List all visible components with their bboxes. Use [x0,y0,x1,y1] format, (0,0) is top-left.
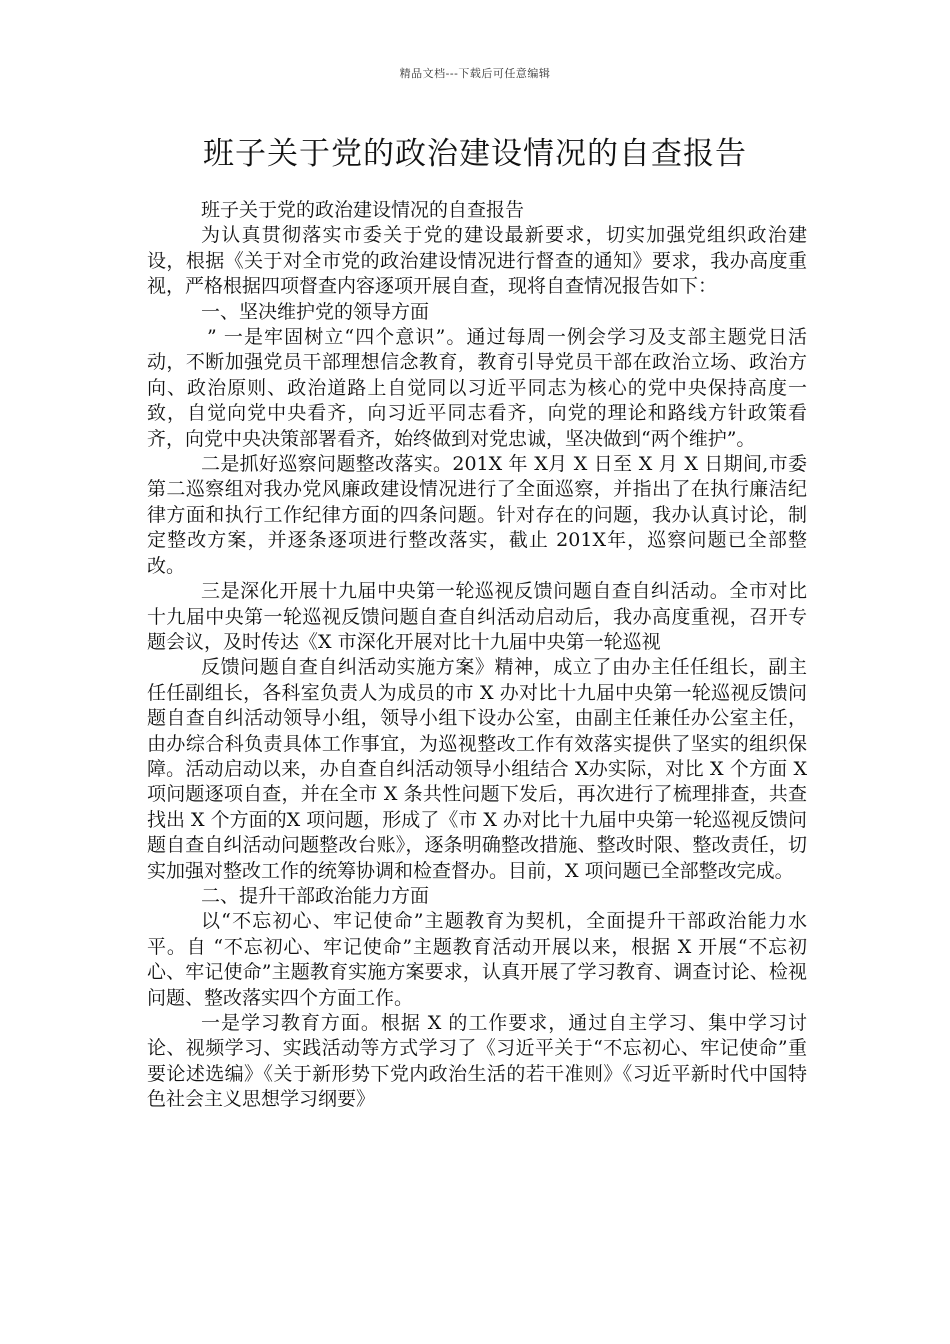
paragraph-item-2: 二是抓好巡察问题整改落实。201X 年 X月 X 日至 X 月 X 日期间,市委第二巡察组对我办党风廉政建设情况进行了全面巡察，并指出了在执行廉洁纪律方面和执行工作纪律方面的四条问题。针对存在的问题，我办认真讨论，制定整改方案，并逐条逐项进行整改落实，截止 201X年，巡察问题已全部整改。 [147,453,807,577]
page-header-note: 精品文档---下载后可任意编辑 [399,67,551,80]
section-heading-1: 一、坚决维护党的领导方面 [201,300,430,323]
paragraph-intro: 为认真贯彻落实市委关于党的建设最新要求，切实加强党组织政治建设，根据《关于对全市党的政治建设情况进行督查的通知》要求，我办高度重视，严格根据四项督查内容逐项开展自查，现将自查情况报告如下： [147,224,807,298]
paragraph-section-2-intro: 以“不忘初心、牢记使命”主题教育为契机，全面提升干部政治能力水平。自 “不忘初心、牢记使命”主题教育活动开展以来，根据 X 开展“不忘初心、牢记使命”主题教育实施方案要求，认真开展了学习教育、调查讨论、检视问题、整改落实四个方面工作。 [147,910,807,1009]
paragraph-item-3: 三是深化开展十九届中央第一轮巡视反馈问题自查自纠活动。全市对比十九届中央第一轮巡视反馈问题自查自纠活动启动后，我办高度重视，召开专题会议，及时传达《X 市深化开展对比十九届中央第一轮巡视 [147,580,807,653]
document-body [147,198,807,1113]
paragraph-item-3-continued: 反馈问题自查自纠活动实施方案》精神，成立了由办主任任组长，副主任任副组长，各科室负责人为成员的市 X 办对比十九届中央第一轮巡视反馈问题自查自纠活动领导小组，领导小组下设办公室，由副主任兼任办公室主任，由办综合科负责具体工作事宜，为巡视整改工作有效落实提供了坚实的组织保障。活动启动以来，办自查自纠活动领导小组结合 X办实际，对比 X 个方面 X 项问题逐项自查，并在全市 X 条共性问题下发后，再次进行了梳理排查，共查找出 X 个方面的X 项问题，形成了《市 X 办对比十九届中央第一轮巡视反馈问题自查自纠活动问题整改台账》，逐条明确整改措施、整改时限、整改责任，切实加强对整改工作的统筹协调和检查督办。目前，X 项问题已全部整改完成。 [147,656,807,882]
section-heading-2: 二、提升干部政治能力方面 [201,884,430,907]
paragraph-subtitle: 班子关于党的政治建设情况的自查报告 [201,199,525,221]
paragraph-section-2-item-1: 一是学习教育方面。根据 X 的工作要求，通过自主学习、集中学习讨论、视频学习、实践活动等方式学习了《习近平关于“不忘初心、牢记使命”重要论述选编》《关于新形势下党内政治生活的若干准则》《习近平新时代中国特色社会主义思想学习纲要》 [147,1012,807,1111]
paragraph-item-1: ” 一是牢固树立“四个意识”。通过每周一例会学习及支部主题党日活动，不断加强党员干部理想信念教育，教育引导党员干部在政治立场、政治方向、政治原则、政治道路上自觉同以习近平同志为核心的党中央保持高度一致，自觉向党中央看齐，向习近平同志看齐，向党的理论和路线方针政策看齐，向党中央决策部署看齐，始终做到对党忠诚，坚决做到“两个维护”。 [147,326,807,450]
document-title: 班子关于党的政治建设情况的自查报告 [203,136,747,172]
